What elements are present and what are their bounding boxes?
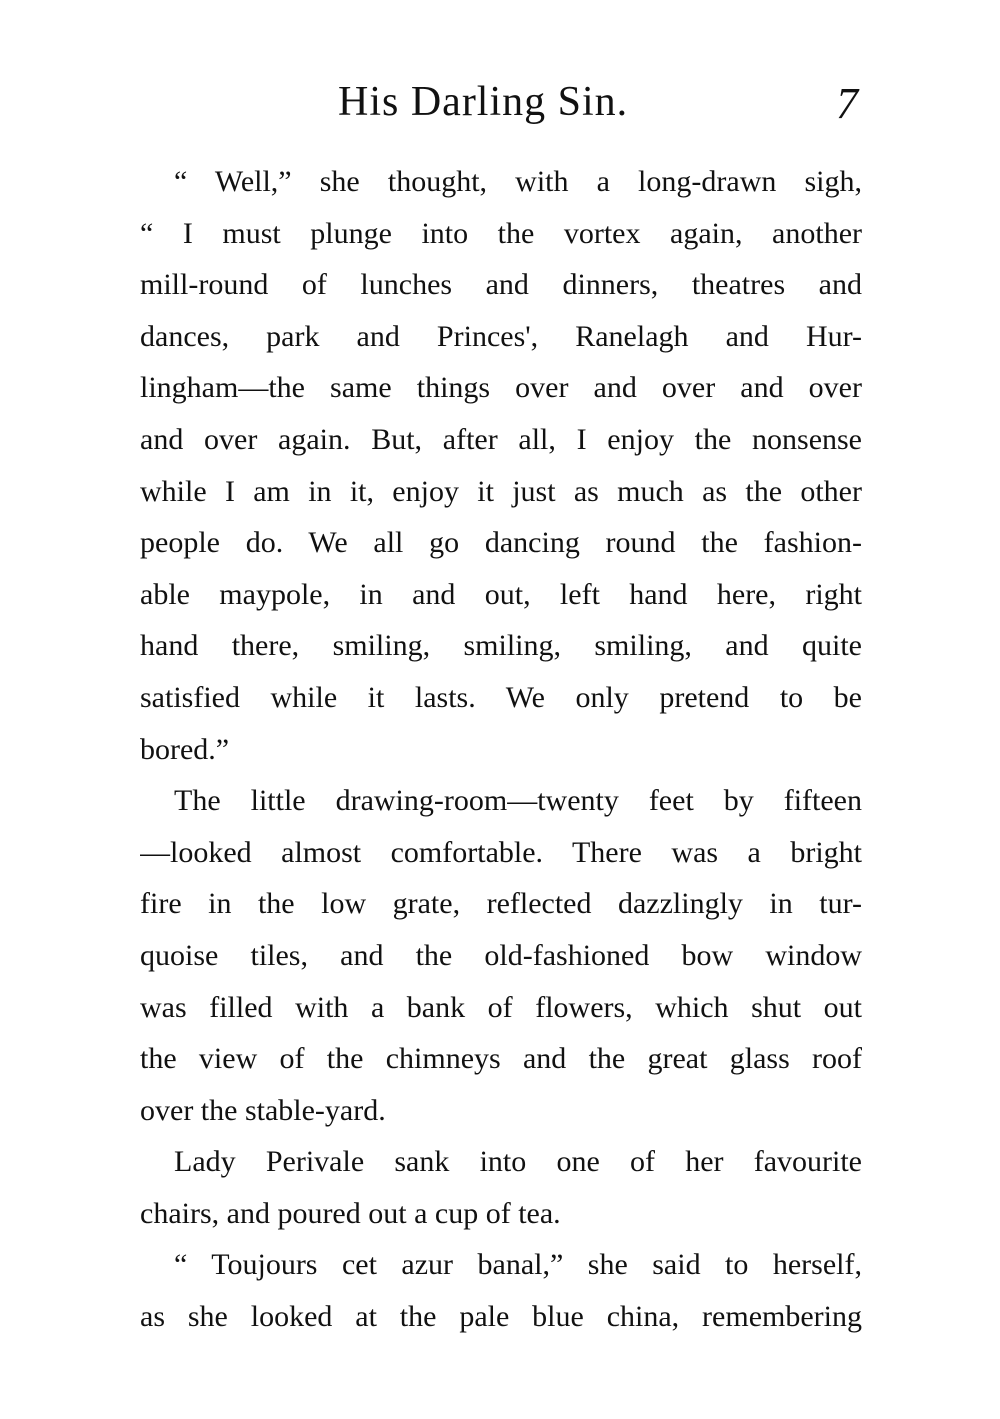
- text-line: able maypole, in and out, left hand here, right: [140, 577, 862, 611]
- text-line: chairs, and poured out a cup of tea.: [140, 1196, 561, 1230]
- text-line: “ I must plunge into the vortex again, another: [140, 216, 862, 250]
- text-line: satisfied while it lasts. We only pretend to be: [140, 680, 862, 714]
- text-line: bored.”: [140, 732, 230, 766]
- paragraph-2: [140, 775, 862, 1136]
- page-number: 7: [836, 79, 858, 128]
- text-line: was filled with a bank of flowers, which shut out: [140, 990, 862, 1024]
- text-line: “ Toujours cet azur banal,” she said to herself,: [174, 1248, 862, 1282]
- text-line: fire in the low grate, reflected dazzlingly in tur-: [140, 887, 862, 921]
- text-line: as she looked at the pale blue china, remembering: [140, 1300, 862, 1334]
- running-title: His Darling Sin.: [338, 79, 629, 125]
- text-line: the view of the chimneys and the great glass roof: [140, 1042, 862, 1076]
- text-line: while I am in it, enjoy it just as much as the other: [140, 474, 862, 508]
- text-line: lingham—the same things over and over and over: [140, 371, 862, 405]
- text-line: hand there, smiling, smiling, smiling, and quite: [140, 629, 862, 663]
- text-line: and over again. But, after all, I enjoy the nonsense: [140, 422, 862, 456]
- paragraph-4: [140, 1239, 862, 1342]
- text-line: —looked almost comfortable. There was a bright: [140, 835, 862, 869]
- text-line: The little drawing-room—twenty feet by fifteen: [174, 784, 862, 818]
- text-line: over the stable-yard.: [140, 1093, 386, 1127]
- text-line: “ Well,” she thought, with a long-drawn sigh,: [174, 165, 862, 198]
- body-text: [140, 156, 862, 1343]
- paragraph-3: [140, 1136, 862, 1239]
- text-line: quoise tiles, and the old-fashioned bow window: [140, 938, 862, 972]
- text-line: mill-round of lunches and dinners, theatres and: [140, 268, 862, 302]
- paragraph-1: [140, 156, 862, 775]
- text-line: people do. We all go dancing round the fashion-: [140, 526, 862, 560]
- running-head: [0, 72, 1000, 132]
- text-line: dances, park and Princes', Ranelagh and Hur-: [140, 319, 862, 353]
- text-line: Lady Perivale sank into one of her favourite: [174, 1145, 862, 1179]
